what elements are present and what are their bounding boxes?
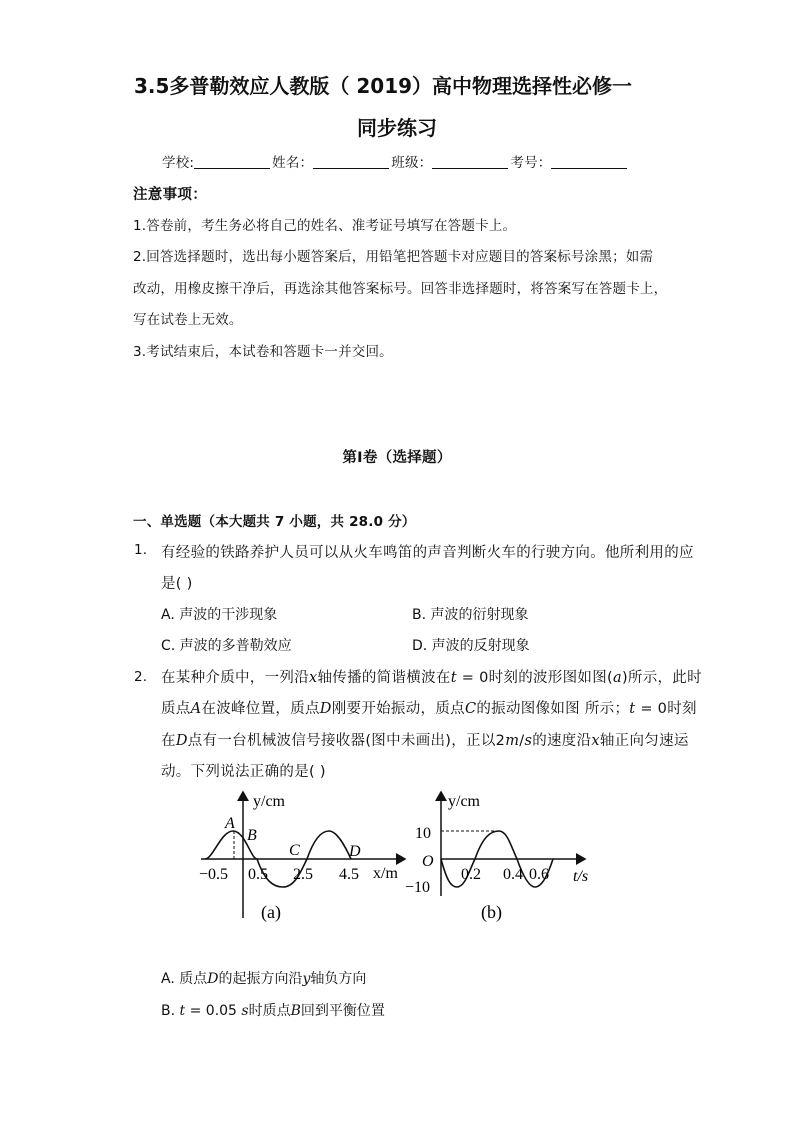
notice-item-1: 1.答卷前，考生务必将自己的姓名、准考证号填写在答题卡上。 — [133, 218, 517, 234]
q2-option-a[interactable]: A. 质点D的起振方向沿y轴负方向 — [161, 971, 367, 987]
notice-heading: 注意事项： — [133, 187, 207, 203]
figure-caption: (b) — [481, 902, 502, 922]
q1-option-c[interactable]: C. 声波的多普勒效应 — [161, 638, 292, 654]
exam-number-label: 考号： — [510, 155, 552, 171]
tick-label: 0.5 — [248, 866, 268, 883]
name-label: 姓名： — [272, 155, 314, 171]
tick-label: −0.5 — [199, 866, 229, 883]
tick-label: 2.5 — [293, 866, 313, 883]
q2-option-b[interactable]: B. t = 0.05 s时质点B回到平衡位置 — [161, 1003, 385, 1019]
notice-item-3: 3.考试结束后，本试卷和答题卡一并交回。 — [133, 344, 393, 360]
notice-item-2-cont2: 写在试卷上无效。 — [133, 312, 243, 328]
notice-item-2: 2.回答选择题时，选出每小题答案后，用铅笔把答题卡对应题目的答案标号涂黑；如需 — [133, 249, 654, 265]
section-title: 一、单选题（本大题共 7 小题，共 28.0 分） — [133, 514, 416, 530]
page-title-line2: 同步练习 — [357, 116, 437, 140]
y-tick-label: 10 — [415, 825, 431, 842]
q1-option-b[interactable]: B. 声波的衍射现象 — [412, 607, 529, 623]
question-1-number: 1. — [134, 542, 148, 558]
question-2-stem-line1: 在某种介质中，一列沿x轴传播的简谐横波在t = 0时刻的波形图如图(a)所示，此时 — [161, 670, 702, 686]
point-d-label: D — [349, 843, 361, 860]
origin-label: O — [422, 853, 434, 870]
exam-number-field[interactable] — [551, 154, 627, 169]
tick-label: 4.5 — [339, 866, 359, 883]
point-c-label: C — [289, 842, 300, 859]
school-field[interactable] — [194, 154, 270, 169]
question-2-number: 2. — [134, 669, 148, 685]
x-tick-label: 0.6 — [529, 866, 549, 883]
question-2-stem-line4: 动。下列说法正确的是( ) — [161, 764, 326, 780]
figure-caption: (a) — [261, 902, 281, 922]
q1-option-a[interactable]: A. 声波的干涉现象 — [161, 607, 278, 623]
point-b-label: B — [247, 827, 257, 844]
y-tick-label: −10 — [405, 879, 431, 896]
vibration-graph-b — [405, 786, 605, 926]
question-1-stem: 有经验的铁路养护人员可以从火车鸣笛的声音判断火车的行驶方向。他所利用的应 — [161, 545, 694, 561]
page-title: 3.5多普勒效应人教版（ 2019）高中物理选择性必修一 — [134, 74, 633, 98]
wave-graph-a — [195, 786, 415, 926]
class-field[interactable] — [432, 154, 508, 169]
volume-title: 第I卷（选择题） — [342, 450, 452, 466]
y-axis-label: y/cm — [448, 793, 480, 810]
q1-option-d[interactable]: D. 声波的反射现象 — [412, 638, 530, 654]
point-a-label: A — [225, 815, 235, 832]
student-info-row — [162, 151, 629, 171]
question-2-stem-line3: 在D点有一台机械波信号接收器(图中未画出)，正以2m/s的速度沿x轴正向匀速运 — [161, 733, 689, 749]
x-axis-label: t/s — [573, 868, 589, 885]
notice-item-2-cont: 改动，用橡皮擦干净后，再选涂其他答案标号。回答非选择题时，将答案写在答题卡上， — [133, 281, 668, 297]
question-1-stem-cont: 是( ) — [161, 576, 193, 592]
name-field[interactable] — [313, 154, 389, 169]
x-tick-label: 0.4 — [503, 866, 523, 883]
question-2-stem-line2: 质点A在波峰位置，质点D刚要开始振动，质点C的振动图像如图 所示；t = 0时刻 — [161, 701, 697, 717]
school-label: 学校: — [162, 155, 195, 171]
y-axis-label: y/cm — [253, 793, 285, 810]
x-tick-label: 0.2 — [461, 866, 481, 883]
class-label: 班级： — [391, 155, 433, 171]
x-axis-label: x/m — [373, 865, 398, 882]
